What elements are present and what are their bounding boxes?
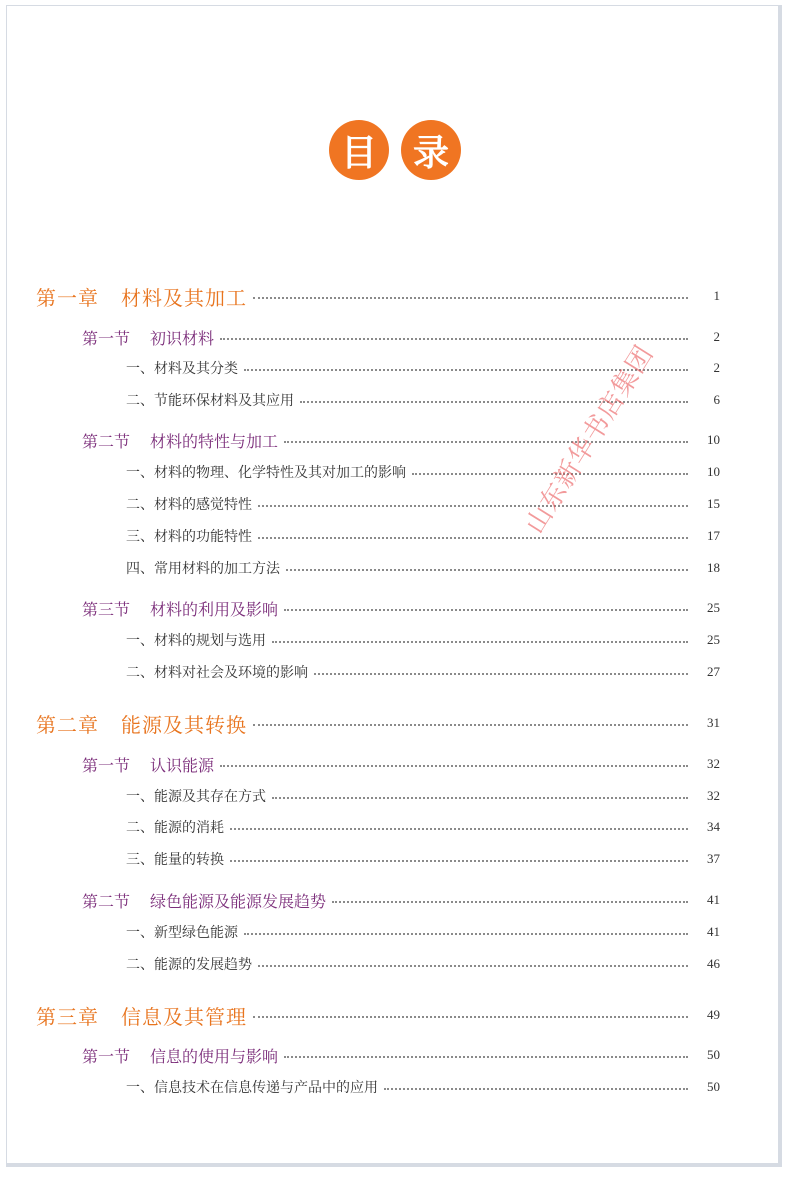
toc-item[interactable] xyxy=(0,492,790,516)
page-number: 32 xyxy=(707,788,720,803)
dot-leader xyxy=(220,338,688,340)
chapter-number: 第二章 xyxy=(36,712,99,737)
watermark-stamp: 山东新华书店集团 xyxy=(520,339,661,540)
dot-leader xyxy=(314,673,688,675)
toc-section[interactable] xyxy=(0,428,790,452)
toc-item[interactable] xyxy=(0,1075,790,1099)
page-number: 6 xyxy=(713,392,720,407)
page-number: 2 xyxy=(713,360,720,375)
toc-item[interactable] xyxy=(0,460,790,484)
section-number: 第一节 xyxy=(82,328,131,348)
dot-leader xyxy=(286,569,688,571)
toc-item[interactable] xyxy=(0,628,790,652)
dot-leader xyxy=(253,724,688,726)
page-number: 34 xyxy=(707,819,720,834)
page-number: 17 xyxy=(707,528,720,543)
toc-item[interactable] xyxy=(0,556,790,580)
item-title: 二、能源的消耗 xyxy=(126,820,224,836)
toc-item[interactable] xyxy=(0,920,790,944)
page-number: 32 xyxy=(707,756,720,771)
dot-leader xyxy=(220,765,688,767)
dot-leader xyxy=(230,860,688,862)
toc-item[interactable] xyxy=(0,356,790,380)
toc-item[interactable] xyxy=(0,660,790,684)
section-title: 材料的利用及影响 xyxy=(150,599,279,619)
item-title: 二、能源的发展趋势 xyxy=(126,957,252,973)
page-number: 50 xyxy=(707,1047,720,1062)
page-number: 1 xyxy=(713,288,720,303)
toc-item[interactable] xyxy=(0,524,790,548)
page-number: 41 xyxy=(707,924,720,939)
item-title: 二、节能环保材料及其应用 xyxy=(126,393,294,409)
item-title: 二、材料对社会及环境的影响 xyxy=(126,665,308,681)
toc-section[interactable] xyxy=(0,752,790,776)
page-number: 31 xyxy=(707,715,720,730)
dot-leader xyxy=(253,297,688,299)
chapter-title: 材料及其加工 xyxy=(121,285,247,310)
item-title: 四、常用材料的加工方法 xyxy=(126,561,280,577)
section-number: 第二节 xyxy=(82,891,131,911)
toc-section[interactable] xyxy=(0,1043,790,1067)
page-number: 10 xyxy=(707,464,720,479)
page-number: 27 xyxy=(707,664,720,679)
dot-leader xyxy=(258,505,688,507)
chapter-title: 信息及其管理 xyxy=(121,1004,247,1029)
page-number: 15 xyxy=(707,496,720,511)
chapter-number: 第三章 xyxy=(36,1004,99,1029)
chapter-title: 能源及其转换 xyxy=(121,712,247,737)
section-title: 信息的使用与影响 xyxy=(150,1046,279,1066)
toc-item[interactable] xyxy=(0,784,790,808)
dot-leader xyxy=(284,1056,688,1058)
section-number: 第三节 xyxy=(82,599,131,619)
page-number: 50 xyxy=(707,1079,720,1094)
item-title: 一、能源及其存在方式 xyxy=(126,789,266,805)
toc-section[interactable] xyxy=(0,325,790,349)
page-number: 10 xyxy=(707,432,720,447)
dot-leader xyxy=(272,641,688,643)
dot-leader xyxy=(244,933,688,935)
toc-item[interactable] xyxy=(0,388,790,412)
section-number: 第一节 xyxy=(82,1046,131,1066)
item-title: 一、信息技术在信息传递与产品中的应用 xyxy=(126,1080,378,1096)
page-number: 18 xyxy=(707,560,720,575)
page-number: 2 xyxy=(713,329,720,344)
dot-leader xyxy=(253,1016,688,1018)
dot-leader xyxy=(258,965,688,967)
item-title: 三、材料的功能特性 xyxy=(126,529,252,545)
dot-leader xyxy=(284,441,688,443)
toc-chapter-1[interactable] xyxy=(0,284,790,308)
item-title: 二、材料的感觉特性 xyxy=(126,497,252,513)
toc-chapter-3[interactable] xyxy=(0,1003,790,1027)
toc-chapter-2[interactable] xyxy=(0,711,790,735)
dot-leader xyxy=(272,797,688,799)
title-badge-1: 目 xyxy=(329,120,389,180)
page-number: 49 xyxy=(707,1007,720,1022)
toc-item[interactable] xyxy=(0,815,790,839)
item-title: 一、材料的规划与选用 xyxy=(126,633,266,649)
dot-leader xyxy=(284,609,688,611)
dot-leader xyxy=(384,1088,688,1090)
dot-leader xyxy=(258,537,688,539)
page-number: 25 xyxy=(707,632,720,647)
chapter-number: 第一章 xyxy=(36,285,99,310)
page-number: 41 xyxy=(707,892,720,907)
title-badge-2: 录 xyxy=(401,120,461,180)
toc-section[interactable] xyxy=(0,888,790,912)
dot-leader xyxy=(332,901,688,903)
section-title: 绿色能源及能源发展趋势 xyxy=(150,891,327,911)
section-title: 初识材料 xyxy=(150,328,215,348)
item-title: 三、能量的转换 xyxy=(126,852,224,868)
toc-section[interactable] xyxy=(0,596,790,620)
section-title: 认识能源 xyxy=(150,755,215,775)
toc-item[interactable] xyxy=(0,847,790,871)
section-number: 第二节 xyxy=(82,431,131,451)
item-title: 一、新型绿色能源 xyxy=(126,925,238,941)
section-title: 材料的特性与加工 xyxy=(150,431,279,451)
toc-item[interactable] xyxy=(0,952,790,976)
page-number: 37 xyxy=(707,851,720,866)
item-title: 一、材料的物理、化学特性及其对加工的影响 xyxy=(126,465,406,481)
page-number: 25 xyxy=(707,600,720,615)
section-number: 第一节 xyxy=(82,755,131,775)
dot-leader xyxy=(230,828,688,830)
page-number: 46 xyxy=(707,956,720,971)
item-title: 一、材料及其分类 xyxy=(126,361,238,377)
